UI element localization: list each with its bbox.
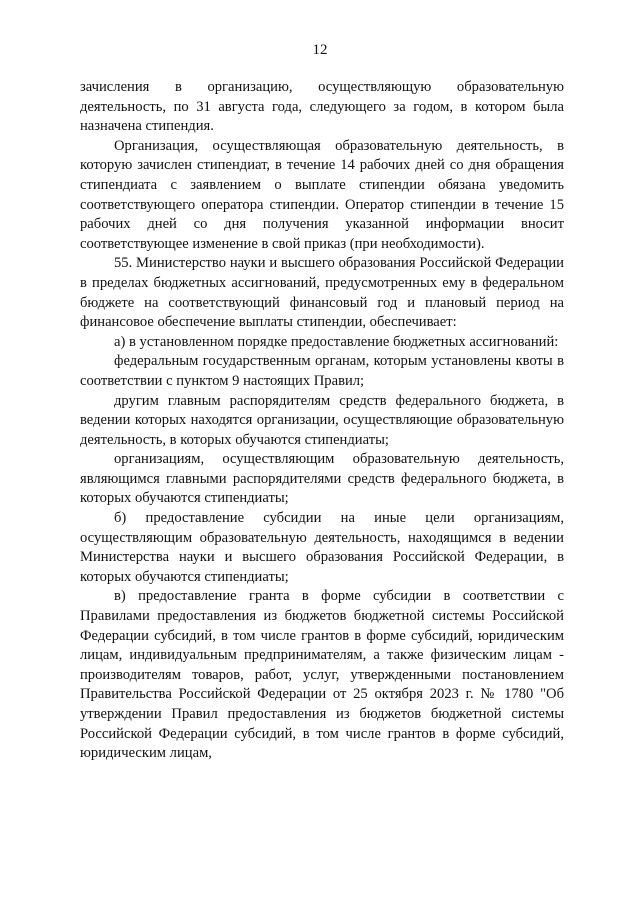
paragraph-subclause-b: б) предоставление субсидии на иные цели организациям, осуществляющим образовательную деятельность, находящимся в ведении Министерства науки и высшего образования Российской Федерации, в которых обучаются стипендиаты; xyxy=(80,510,564,585)
paragraph-subclause-a: а) в установленном порядке предоставление бюджетных ассигнований: xyxy=(114,333,559,350)
paragraph-continuation: зачисления в организацию, осуществляющую образовательную деятельность, по 31 августа года, следующего за годом, в котором была назначена стипендия. xyxy=(80,79,564,135)
document-body xyxy=(80,78,564,764)
paragraph-subclause-v: в) предоставление гранта в форме субсидии в соответствии с Правилами предоставления из бюджетов бюджетной системы Российской Федерации субсидий, в том числе грантов в форме субсидий, юридическим лицам, индивидуальным предпринимателям, а также физическим лицам - производителям товаров, работ, услуг, утвержденными постановлением Правительства Российской Федерации от 25 октября 2023 г. № 1780 "Об утверждении Правил предоставления из бюджетов бюджетной системы Российской Федерации субсидий, в том числе грантов в форме субсидий, юридическим лицам, xyxy=(80,588,564,762)
paragraph-federal-bodies: федеральным государственным органам, которым установлены квоты в соответствии с пунктом 9 настоящих Правил; xyxy=(80,353,564,389)
paragraph-educational-organizations: организациям, осуществляющим образовательную деятельность, являющимся главными распорядителями средств федерального бюджета, в которых обучаются стипендиаты; xyxy=(80,451,564,507)
paragraph-other-managers: другим главным распорядителям средств федерального бюджета, в ведении которых находятся организации, осуществляющие образовательную деятельность, в которых обучаются стипендиаты; xyxy=(80,392,564,448)
paragraph-organization-notice: Организация, осуществляющая образовательную деятельность, в которую зачислен стипендиат, в течение 14 рабочих дней со дня обращения стипендиата с заявлением о выплате стипендии обязана уведомить соответствующего оператора стипендии. Оператор стипендии в течение 15 рабочих дней со дня получения указанной информации вносит соответствующее изменение в свой приказ (при необходимости). xyxy=(80,137,564,252)
paragraph-clause-55: 55. Министерство науки и высшего образования Российской Федерации в пределах бюджетных ассигнований, предусмотренных ему в федеральном бюджете на соответствующий финансовый год и плановый период на финансовое обеспечение выплаты стипендии, обеспечивает: xyxy=(80,255,564,331)
page-number: 12 xyxy=(312,42,328,58)
